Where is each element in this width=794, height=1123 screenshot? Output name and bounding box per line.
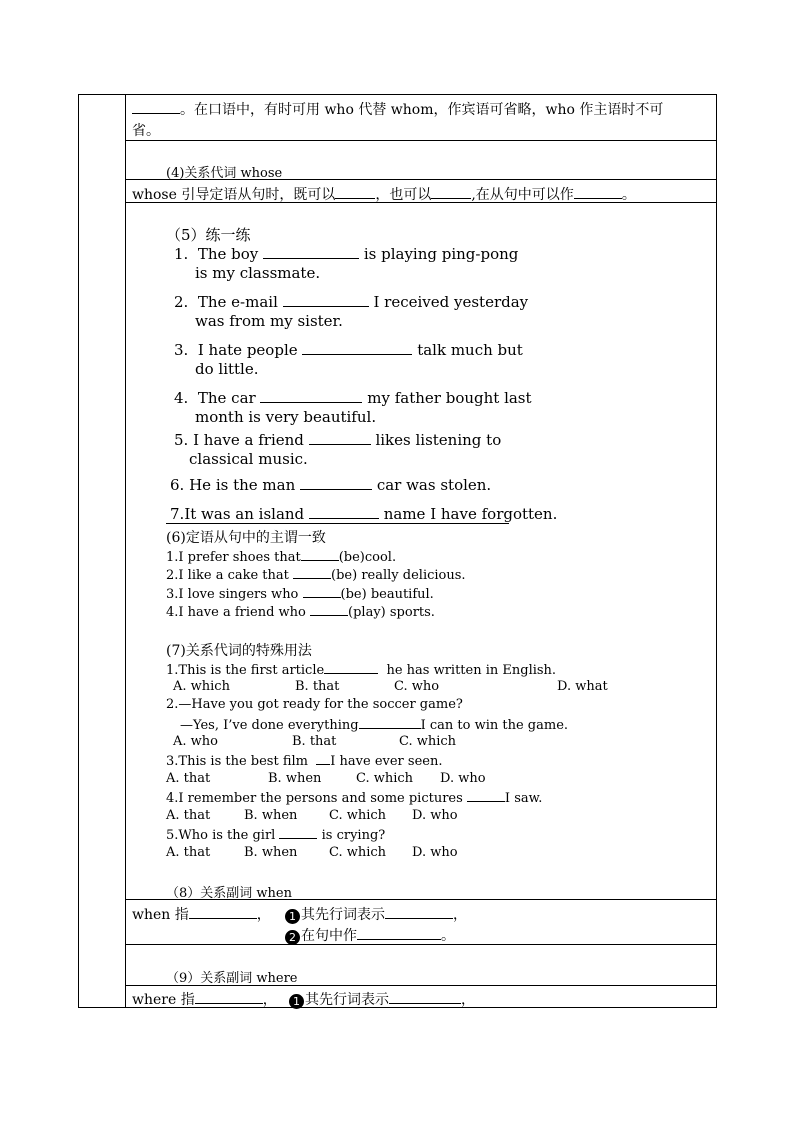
circled-two-icon: 2	[285, 930, 300, 945]
special-q2-reply: —Yes, I’ve done everything I can to win the game.	[180, 718, 569, 733]
blank	[431, 186, 471, 199]
frame-right	[716, 94, 717, 1008]
practice-item-4-cont: month is very beautiful.	[195, 408, 377, 426]
where-line-1: where 指 ，	[132, 992, 277, 1008]
practice-item-3-cont: do little.	[195, 360, 259, 378]
special-q2-opt-c: C. which	[399, 734, 457, 749]
agreement-item-3: 3.I love singers who (be) beautiful.	[166, 587, 434, 602]
special-q3-opt-b: B. when	[268, 771, 322, 786]
where-line-1b: 1 其先行词表示 ，	[289, 989, 475, 1009]
blank	[574, 186, 622, 199]
special-q5-opt-c: C. which	[329, 845, 387, 860]
when-line-2: 2 在句中作 。	[285, 925, 455, 945]
practice-item-6: 6. He is the man car was stolen.	[170, 476, 492, 494]
special-q4-opt-d: D. who	[412, 808, 458, 823]
when-line-1: when 指 ，	[132, 907, 271, 923]
special-q4-opt-a: A. that	[166, 808, 211, 823]
special-q1-opt-c: C. who	[394, 679, 440, 694]
where-heading: （9）关系副词 where	[166, 971, 298, 986]
special-q2-opt-b: B. that	[292, 734, 337, 749]
special-q1-opt-d: D. what	[557, 679, 608, 694]
circled-one-icon: 1	[289, 994, 304, 1009]
special-q4: 4.I remember the persons and some pictures I saw.	[166, 791, 543, 806]
special-q5-opt-d: D. who	[412, 845, 458, 860]
practice-heading: （5）练一练	[166, 226, 251, 244]
frame-top	[78, 94, 717, 95]
special-q5: 5.Who is the girl is crying?	[166, 828, 386, 843]
practice-item-5-cont: classical music.	[189, 450, 308, 468]
whose-sentence	[132, 184, 636, 204]
blank	[132, 101, 180, 114]
when-line-1b: 1 其先行词表示 ，	[285, 904, 467, 924]
whose-text-4: 。	[621, 187, 636, 203]
practice-item-1: 1. The boy is playing ping-pong	[174, 245, 519, 263]
practice-item-2: 2. The e-mail I received yesterday	[174, 293, 529, 311]
frame-left	[78, 94, 79, 1008]
practice-item-1-cont: is my classmate.	[195, 264, 321, 282]
special-q5-opt-b: B. when	[244, 845, 298, 860]
practice-item-2-cont: was from my sister.	[195, 312, 343, 330]
special-q1-opt-b: B. that	[295, 679, 340, 694]
special-q2: 2.—Have you got ready for the soccer game?	[166, 697, 463, 712]
whose-heading: (4)关系代词 whose	[166, 166, 283, 181]
when-heading: （8）关系副词 when	[166, 886, 292, 901]
practice-underline	[166, 523, 509, 524]
whose-text-1: whose 引导定语从句时，既可以	[132, 187, 336, 203]
practice-item-7: 7.It was an island name I have forgotten.	[170, 505, 558, 523]
row-line	[125, 140, 717, 141]
whose-text-2: ，也可以	[375, 187, 432, 203]
circled-one-icon: 1	[285, 909, 300, 924]
intro-text-2: 省。	[132, 123, 160, 139]
special-q3-opt-c: C. which	[356, 771, 414, 786]
intro-text: 。在口语中，有时可用 who 代替 whom，作宾语可省略，who 作主语时不可	[180, 102, 664, 118]
intro-line-2	[132, 120, 160, 140]
special-q1: 1.This is the first article he has written in English.	[166, 663, 557, 678]
agreement-item-2: 2.I like a cake that (be) really delicious.	[166, 568, 466, 583]
agreement-item-4: 4.I have a friend who (play) sports.	[166, 605, 435, 620]
special-q4-opt-c: C. which	[329, 808, 387, 823]
special-heading: (7)关系代词的特殊用法	[166, 643, 312, 659]
special-q2-opt-a: A. who	[173, 734, 218, 749]
special-q3-opt-d: D. who	[440, 771, 486, 786]
agreement-heading: (6)定语从句中的主谓一致	[166, 530, 326, 546]
blank	[335, 186, 375, 199]
whose-text-3: ,在从句中可以作	[471, 187, 574, 203]
special-q5-opt-a: A. that	[166, 845, 211, 860]
special-q1-opt-a: A. which	[173, 679, 230, 694]
intro-line-1	[132, 99, 663, 119]
special-q3: 3.This is the best film I have ever seen.	[166, 754, 443, 769]
practice-item-3: 3. I hate people talk much but	[174, 341, 523, 359]
agreement-item-1: 1.I prefer shoes that (be)cool.	[166, 550, 397, 565]
special-q4-opt-b: B. when	[244, 808, 298, 823]
frame-divider	[125, 94, 126, 1008]
special-q3-opt-a: A. that	[166, 771, 211, 786]
practice-item-4: 4. The car my father bought last	[174, 389, 532, 407]
practice-item-5: 5. I have a friend likes listening to	[174, 431, 502, 449]
